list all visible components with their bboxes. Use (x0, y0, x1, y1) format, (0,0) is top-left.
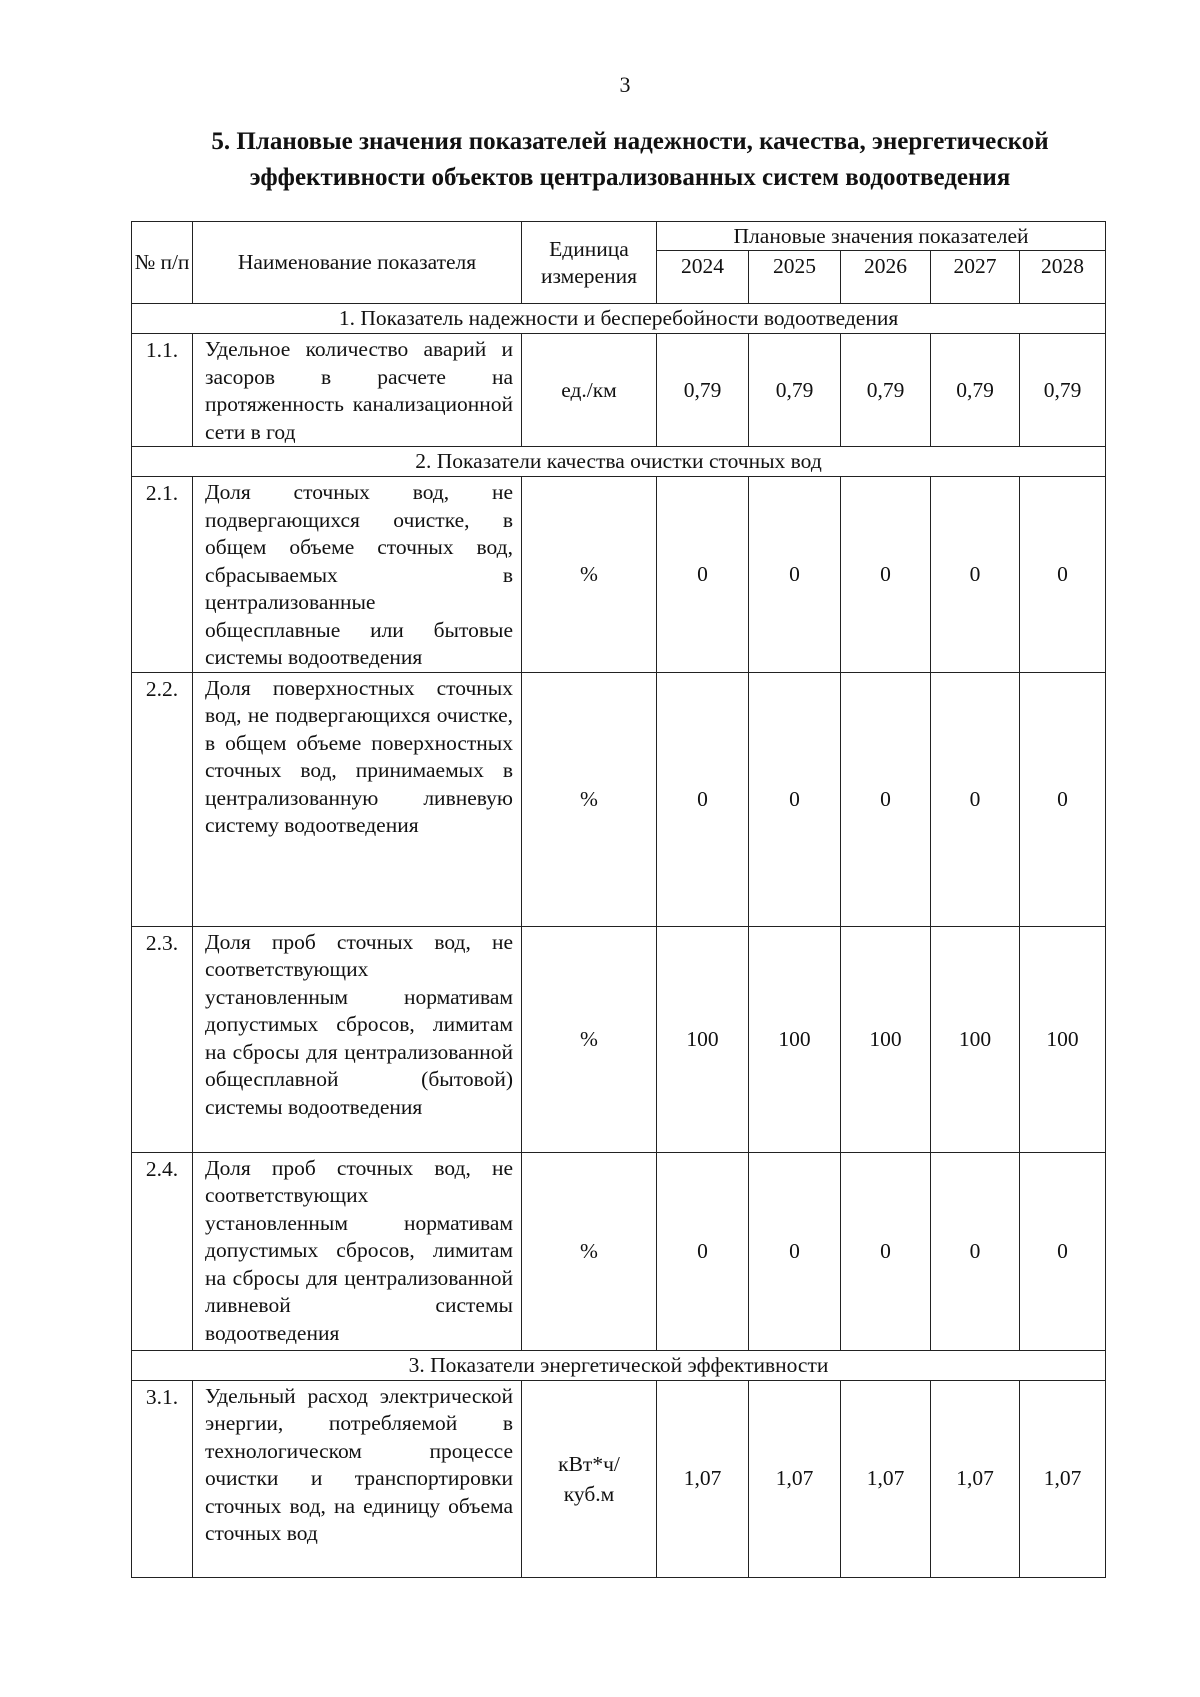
header-year: 2026 (841, 251, 931, 304)
table-row (132, 1380, 1106, 1577)
indicator-name: Доля проб сточных вод, не соответствующих установленным нормативам допустимых сбросов, лимитам на сбросы для централизованной ливневой системы водоотведения (193, 1152, 522, 1350)
section-title: 1. Показатель надежности и бесперебойности водоотведения (132, 304, 1106, 334)
value-2024: 0 (657, 477, 749, 673)
value-2026: 0,79 (841, 334, 931, 447)
unit: % (522, 926, 657, 1152)
value-2027: 0 (931, 1152, 1020, 1350)
header-year: 2025 (749, 251, 841, 304)
indicator-name: Доля сточных вод, не подвергающихся очистке, в общем объеме сточных вод, сбрасываемых в централизованные общесплавные или бытовые системы водоотведения (193, 477, 522, 673)
section-row (132, 447, 1106, 477)
unit: ед./км (522, 334, 657, 447)
section-title: 2. Показатели качества очистки сточных вод (132, 447, 1106, 477)
unit: % (522, 672, 657, 926)
value-2028: 0,79 (1020, 334, 1106, 447)
row-number: 2.3. (132, 926, 193, 1152)
table-row (132, 1152, 1106, 1350)
table-row (132, 334, 1106, 447)
row-number: 2.1. (132, 477, 193, 673)
row-number: 2.2. (132, 672, 193, 926)
value-2027: 1,07 (931, 1380, 1020, 1577)
value-2024: 100 (657, 926, 749, 1152)
value-2026: 100 (841, 926, 931, 1152)
value-2028: 0 (1020, 672, 1106, 926)
unit: % (522, 1152, 657, 1350)
header-unit: Единица измерения (522, 222, 657, 304)
value-2026: 0 (841, 1152, 931, 1350)
value-2025: 0 (749, 477, 841, 673)
row-number: 1.1. (132, 334, 193, 447)
value-2026: 1,07 (841, 1380, 931, 1577)
table-row (132, 477, 1106, 673)
value-2028: 100 (1020, 926, 1106, 1152)
indicators-table (131, 221, 1106, 1578)
value-2027: 100 (931, 926, 1020, 1152)
row-number: 2.4. (132, 1152, 193, 1350)
table-row (132, 926, 1106, 1152)
value-2027: 0 (931, 477, 1020, 673)
value-2024: 1,07 (657, 1380, 749, 1577)
value-2027: 0 (931, 672, 1020, 926)
value-2026: 0 (841, 477, 931, 673)
value-2025: 100 (749, 926, 841, 1152)
value-2025: 1,07 (749, 1380, 841, 1577)
value-2027: 0,79 (931, 334, 1020, 447)
indicator-name: Удельный расход электрической энергии, потребляемой в технологическом процессе очистки и транспортировки сточных вод, на единицу объема сточных вод (193, 1380, 522, 1577)
section-row (132, 1350, 1106, 1380)
value-2024: 0 (657, 672, 749, 926)
section-row (132, 304, 1106, 334)
row-number: 3.1. (132, 1380, 193, 1577)
header-year: 2027 (931, 251, 1020, 304)
section-title: 3. Показатели энергетической эффективности (132, 1350, 1106, 1380)
header-name: Наименование показателя (193, 222, 522, 304)
header-num: № п/п (132, 222, 193, 304)
indicator-name: Доля поверхностных сточных вод, не подвергающихся очистке, в общем объеме поверхностных сточных вод, принимаемых в централизованную ливневую систему водоотведения (193, 672, 522, 926)
page-number: 3 (619, 72, 631, 97)
value-2025: 0,79 (749, 334, 841, 447)
value-2028: 1,07 (1020, 1380, 1106, 1577)
value-2025: 0 (749, 1152, 841, 1350)
table-row (132, 672, 1106, 926)
value-2028: 0 (1020, 1152, 1106, 1350)
header-year: 2024 (657, 251, 749, 304)
unit: % (522, 477, 657, 673)
value-2025: 0 (749, 672, 841, 926)
indicator-name: Удельное количество аварий и засоров в расчете на протяженность канализационной сети в год (193, 334, 522, 447)
indicator-name: Доля проб сточных вод, не соответствующих установленным нормативам допустимых сбросов, лимитам на сбросы для централизованной общесплавной (бытовой) системы водоотведения (193, 926, 522, 1152)
document-title: 5. Плановые значения показателей надежности, качества, энергетической эффективности объектов централизованных систем водоотведения (211, 128, 1049, 191)
value-2028: 0 (1020, 477, 1106, 673)
header-planned-values: Плановые значения показателей (657, 222, 1106, 251)
value-2026: 0 (841, 672, 931, 926)
value-2024: 0 (657, 1152, 749, 1350)
unit: кВт*ч/ куб.м (522, 1380, 657, 1577)
value-2024: 0,79 (657, 334, 749, 447)
header-year: 2028 (1020, 251, 1106, 304)
